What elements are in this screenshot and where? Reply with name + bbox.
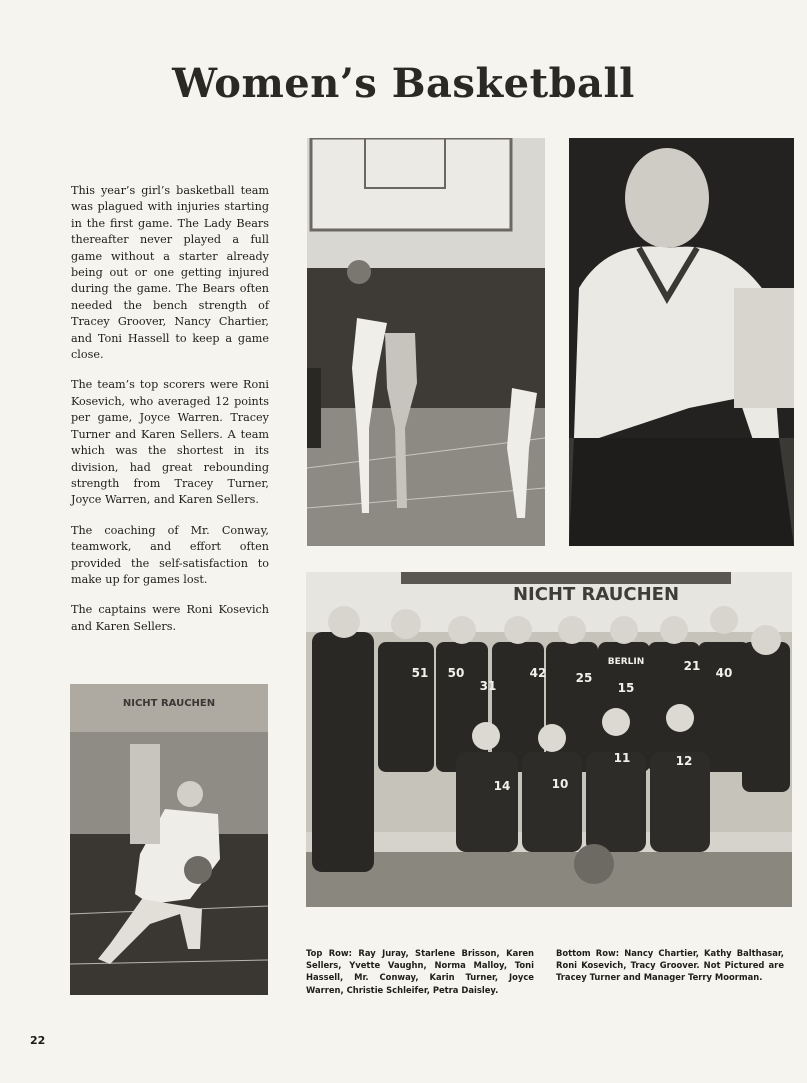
jersey-berlin-text: BERLIN [607, 657, 645, 667]
jersey-15: 15 [617, 681, 635, 695]
jersey-42: 42 [529, 666, 547, 680]
team-image [306, 572, 792, 907]
coach-image [569, 138, 794, 546]
jersey-40: 40 [715, 666, 733, 680]
article-body [71, 183, 269, 649]
corner-banner-text: NICHT RAUCHEN [122, 698, 216, 709]
jersey-50: 50 [447, 666, 465, 680]
team-banner-text: NICHT RAUCHEN [512, 584, 680, 605]
jersey-31: 31 [479, 679, 497, 693]
caption-top-row: Top Row: Ray Juray, Starlene Brisson, Karen Sellers, Yvette Vaughn, Norma Malloy, Toni Hassell, Mr. Conway, Karin Turner, Joyce Warren, Christie Schleifer, Petra Daisley. [306, 948, 534, 995]
jersey-21: 21 [683, 659, 701, 673]
coach-photo [569, 138, 794, 546]
paragraph-1: This year’s girl’s basketball team was plagued with injuries starting in the first game. The Lady Bears thereafter never played a full game without a starter already being out or one getting injured during the game. The Bears often needed the bench strength of Tracey Groover, Nancy Chartier, and Toni Hassell to keep a game close. [71, 184, 269, 362]
paragraph-2: The team’s top scorers were Roni Kosevich, who averaged 12 points per game, Joyce Warren. Tracey Turner and Karen Sellers. A team which was the shortest in its division, had great rebounding strength from Tracey Turner, Joyce Warren, and Karen Sellers. [71, 378, 269, 507]
dribble-image [70, 684, 268, 995]
jersey-11: 11 [613, 751, 631, 765]
jersey-12: 12 [675, 754, 693, 768]
dribble-photo [70, 684, 268, 995]
page-number: 22 [30, 1034, 46, 1047]
jersey-14: 14 [493, 779, 511, 793]
game-action-image [307, 138, 545, 546]
team-photo [306, 572, 792, 907]
jersey-51: 51 [411, 666, 429, 680]
page-title: Women’s Basketball [172, 60, 635, 107]
jersey-25: 25 [575, 671, 593, 685]
caption-bottom-row: Bottom Row: Nancy Chartier, Kathy Balthasar, Roni Kosevich, Tracy Groover. Not Pictured are Tracey Turner and Manager Terry Moorman. [556, 948, 784, 983]
paragraph-4: The captains were Roni Kosevich and Karen Sellers. [71, 603, 269, 633]
paragraph-3: The coaching of Mr. Conway, teamwork, and effort often provided the self-satisfaction to make up for games lost. [71, 523, 269, 586]
game-action-photo [307, 138, 545, 546]
jersey-10: 10 [551, 777, 569, 791]
